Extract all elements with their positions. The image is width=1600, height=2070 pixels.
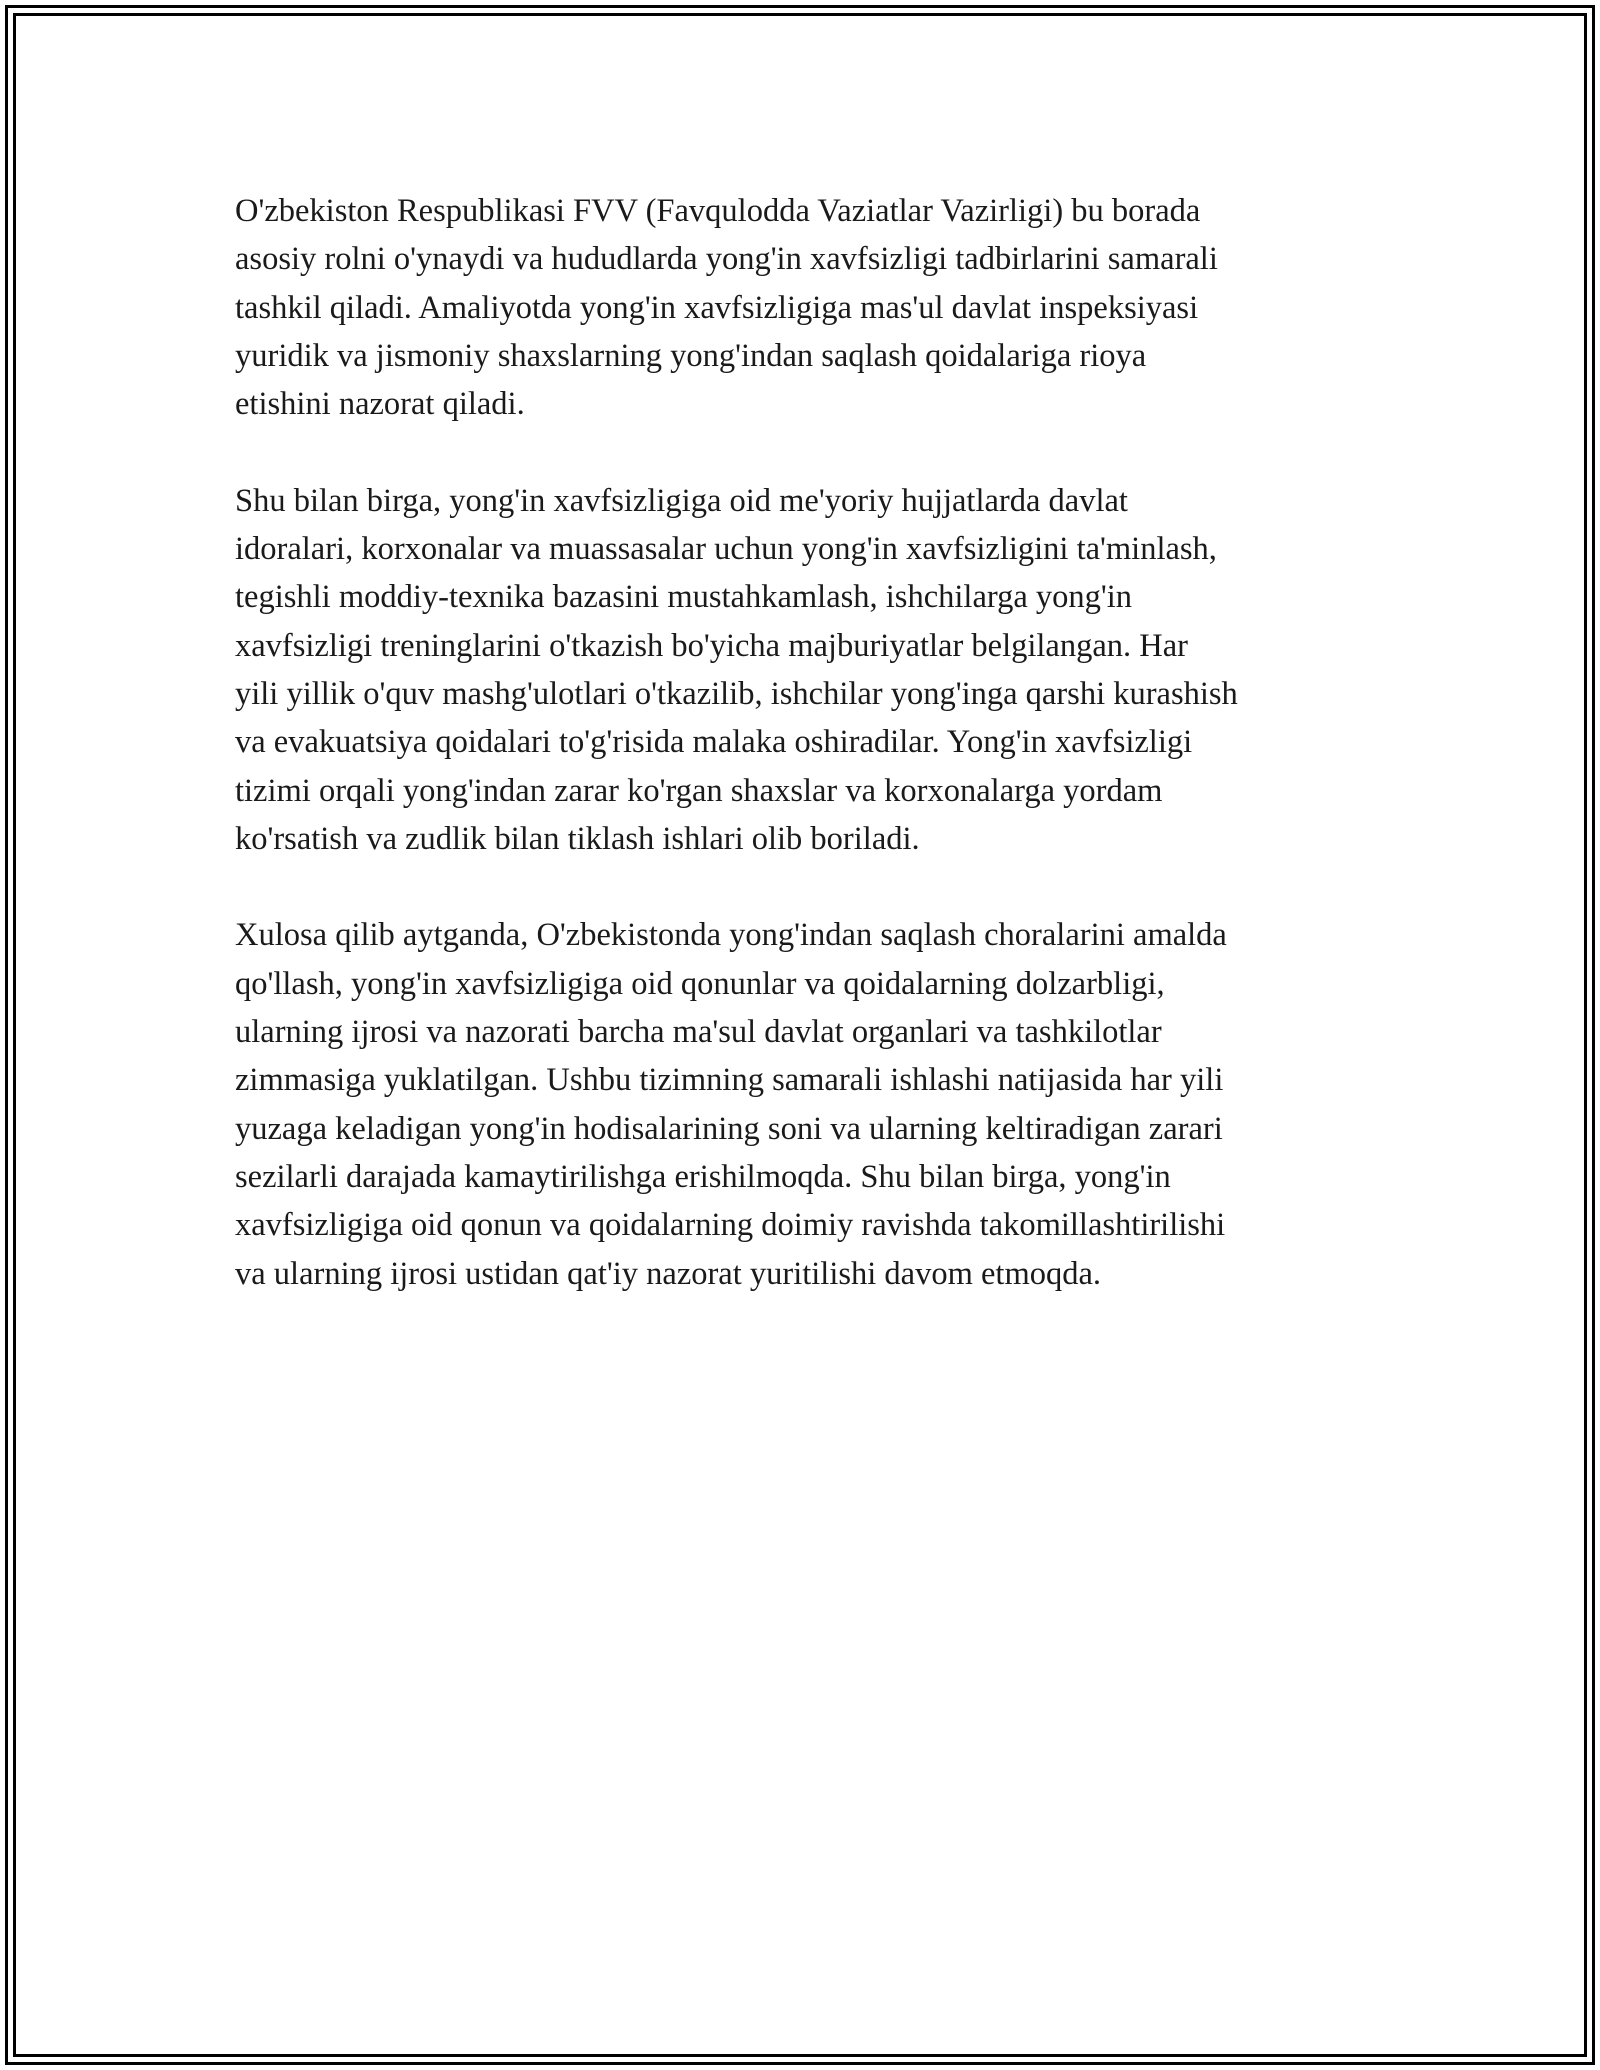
paragraph-line: etishini nazorat qiladi.	[235, 386, 525, 423]
paragraph-3	[235, 911, 1375, 1297]
paragraph-line: xavfsizligiga oid qonun va qoidalarning doimiy ravishda takomillashtirilishi	[235, 1207, 1226, 1244]
paragraph-line: qo'llash, yong'in xavfsizligiga oid qonunlar va qoidalarning dolzarbligi,	[235, 965, 1165, 1002]
paragraph-2	[235, 477, 1375, 863]
paragraph-line: yili yillik o'quv mashg'ulotlari o'tkazilib, ishchilar yong'inga qarshi kurashish	[235, 675, 1238, 712]
paragraph-line: Xulosa qilib aytganda, O'zbekistonda yong'indan saqlash choralarini amalda	[235, 917, 1227, 954]
paragraph-line: zimmasiga yuklatilgan. Ushbu tizimning samarali ishlashi natijasida har yili	[235, 1062, 1224, 1099]
paragraph-line: va ularning ijrosi ustidan qat'iy nazorat yuritilishi davom etmoqda.	[235, 1255, 1102, 1292]
paragraph-line: sezilarli darajada kamaytirilishga erishilmoqda. Shu bilan birga, yong'in	[235, 1158, 1171, 1195]
paragraph-line: xavfsizligi treninglarini o'tkazish bo'yicha majburiyatlar belgilangan. Har	[235, 627, 1189, 664]
paragraph-line: tashkil qiladi. Amaliyotda yong'in xavfsizligiga mas'ul davlat inspeksiyasi	[235, 289, 1199, 326]
paragraph-line: ko'rsatish va zudlik bilan tiklash ishlari olib boriladi.	[235, 820, 920, 857]
paragraph-line: Shu bilan birga, yong'in xavfsizligiga oid me'yoriy hujjatlarda davlat	[235, 482, 1128, 519]
document-body	[235, 187, 1375, 1346]
paragraph-line: tegishli moddiy-texnika bazasini mustahkamlash, ishchilarga yong'in	[235, 579, 1133, 616]
paragraph-line: ularning ijrosi va nazorati barcha ma'sul davlat organlari va tashkilotlar	[235, 1014, 1162, 1051]
paragraph-line: va evakuatsiya qoidalari to'g'risida malaka oshiradilar. Yong'in xavfsizligi	[235, 724, 1193, 761]
paragraph-line: yuridik va jismoniy shaxslarning yong'indan saqlash qoidalariga rioya	[235, 337, 1147, 374]
paragraph-line: idoralari, korxonalar va muassasalar uchun yong'in xavfsizligini ta'minlash,	[235, 531, 1217, 568]
paragraph-line: O'zbekiston Respublikasi FVV (Favqulodda Vaziatlar Vazirligi) bu borada	[235, 193, 1201, 229]
paragraph-line: tizimi orqali yong'indan zarar ko'rgan shaxslar va korxonalarga yordam	[235, 772, 1163, 809]
paragraph-1	[235, 187, 1375, 428]
paragraph-line: yuzaga keladigan yong'in hodisalarining soni va ularning keltiradigan zarari	[235, 1110, 1223, 1147]
paragraph-line: asosiy rolni o'ynaydi va hududlarda yong'in xavfsizligi tadbirlarini samarali	[235, 241, 1218, 278]
